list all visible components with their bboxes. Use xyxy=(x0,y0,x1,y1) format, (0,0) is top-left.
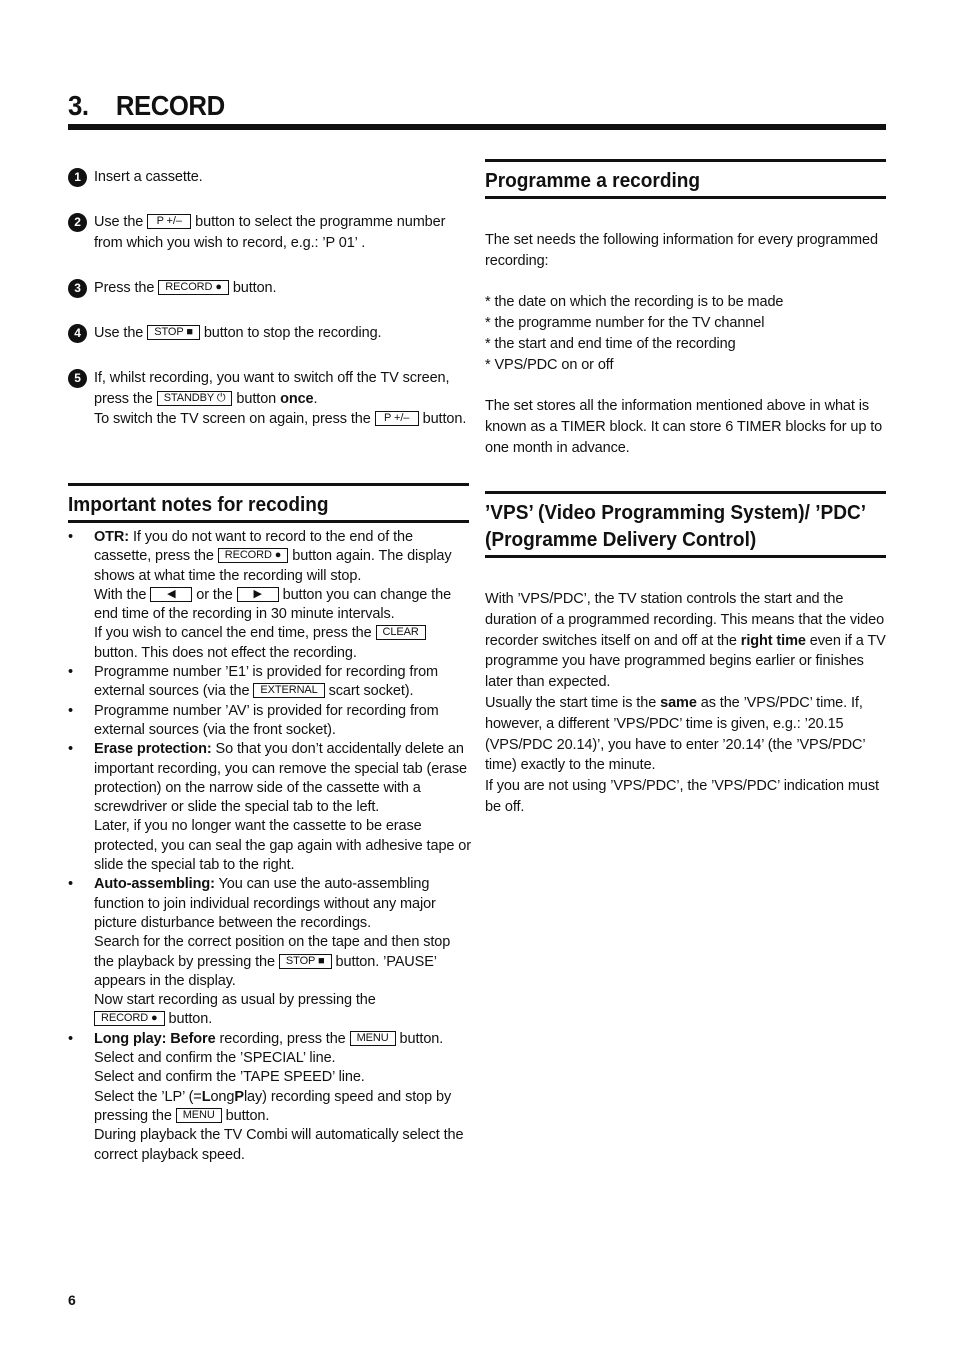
note-text: scart socket). xyxy=(328,683,414,700)
notes-list xyxy=(68,528,472,1165)
list-item: • Programme number ’E1’ is provided for recording from external sources (via the EXTERNAL scart socket). xyxy=(68,664,439,700)
note-text: If you wish to cancel the end time, press the xyxy=(94,625,372,642)
note-emphasis: L xyxy=(201,1088,211,1105)
note-text: Programme number ’AV’ is provided for recording from external sources (via the front socket). xyxy=(94,702,439,738)
programme-bottom-rule xyxy=(485,196,886,199)
vps-heading-line-1: ’VPS’ (Video Programming System)/ ’PDC’ xyxy=(485,501,867,524)
programme-top-rule xyxy=(485,159,886,162)
vps-text: as the ’VPS/PDC’ time. If, however, a different ’VPS/PDC’ time is given, e.g.: ’20.15 (VPS/PDC 20.14)’, you have to enter ’20.14’ (the ’VPS/PDC’ time) exactly to the minute. xyxy=(485,694,865,774)
note-label: OTR: xyxy=(94,529,130,545)
programme-body xyxy=(485,230,886,459)
step-text: Press the xyxy=(94,280,155,296)
forward-arrow-key: ▶ xyxy=(237,587,279,602)
programme-intro: The set needs the following information for every programmed recording: xyxy=(485,232,878,269)
p-plus-minus-key: P +/– xyxy=(147,214,191,229)
list-item: • Long play: Before recording, press the MENU button. Select and confirm the ’SPECIAL’ line. Select and confirm the ’TAPE SPEED’ line. Select the ’LP’ (=LongPlay) recording speed and stop by pressing the MENU button. During playback the TV Combi will automatically select the correct playback speed. xyxy=(68,1030,464,1163)
step-text: button to stop the recording. xyxy=(203,325,382,341)
vps-emphasis: same xyxy=(660,694,697,711)
step-number-badge: 1 xyxy=(68,168,87,187)
note-text: Select the ’LP’ (= xyxy=(94,1088,202,1105)
note-text: Select and confirm the ’SPECIAL’ line. xyxy=(94,1050,336,1067)
note-text: Select and confirm the ’TAPE SPEED’ line. xyxy=(94,1069,365,1086)
note-text: button. This does not effect the recording. xyxy=(94,644,357,661)
step-text: Insert a cassette. xyxy=(94,169,203,185)
note-text: button again. The display shows at what time the recording will stop. xyxy=(94,548,452,584)
vps-text: even if a TV programme you have programmed begins earlier or finishes later than expected. xyxy=(485,632,886,691)
step-number-badge: 4 xyxy=(68,324,87,343)
list-item: • Programme number ’AV’ is provided for recording from external sources (via the front socket). xyxy=(68,702,439,738)
list-item: • Erase protection: So that you don’t accidentally delete an important recording, you can remove the special tab (erase protection) on the narrow side of the cassette with a screwdriver or slide the special tab to the left. Later, if you no longer want the cassette to be erase protected, you can seal the gap again with adhesive tape or slide the special tab to the right. xyxy=(68,741,471,874)
note-text: Now start recording as usual by pressing the xyxy=(94,992,376,1009)
note-text: recording, press the xyxy=(219,1030,346,1047)
step-text: . xyxy=(313,390,318,407)
note-text: button. ’PAUSE’ appears in the display. xyxy=(94,953,437,989)
step-1 xyxy=(68,167,470,188)
chapter-number: 3. xyxy=(68,90,89,121)
list-item: • Auto-assembling: You can use the auto-assembling function to join individual recordings without any major picture disturbance between the recordings. Search for the correct position on the tape and then stop the playback by pressing the STOP ■ button. ’PAUSE’ appears in the display. Now start recording as usual by pressing the RECORD ● button. xyxy=(68,876,451,1028)
note-emphasis: P xyxy=(234,1088,244,1105)
vps-paragraph-1 xyxy=(485,589,886,693)
vps-text: With ’VPS/PDC’, the TV station controls the start and the duration of a programmed recording. This means that the video recorder switches itself on and off at the xyxy=(485,591,885,649)
vps-heading-line-2: (Programme Delivery Control) xyxy=(485,528,757,551)
step-text: If, whilst recording, you want to switch off the TV screen, press the xyxy=(94,370,450,407)
vps-paragraph-3: If you are not using ’VPS/PDC’, the ’VPS/PDC’ indication must be off. xyxy=(485,778,879,815)
note-text: Programme number ’E1’ is provided for recording from external sources (via the xyxy=(94,664,439,700)
p-plus-minus-key: P +/– xyxy=(375,411,419,426)
notes-list-container xyxy=(68,528,472,1165)
vps-text: Usually the start time is the xyxy=(485,694,657,711)
programme-list-item: * VPS/PDC on or off xyxy=(485,356,614,373)
note-text: During playback the TV Combi will automatically select the correct playback speed. xyxy=(94,1127,464,1163)
record-key: RECORD ● xyxy=(218,548,289,563)
menu-key: MENU xyxy=(350,1031,396,1046)
note-label: Long play: Before xyxy=(94,1030,216,1047)
note-label: Auto-assembling: xyxy=(94,876,215,893)
note-text: ong xyxy=(210,1088,235,1105)
vps-top-rule xyxy=(485,491,886,494)
note-label: Erase protection: xyxy=(94,741,212,758)
note-text: button you can change the end time of the recording in 30 minute intervals. xyxy=(94,586,452,623)
programme-list-item: * the start and end time of the recording xyxy=(485,335,736,352)
record-key: RECORD ● xyxy=(158,280,229,295)
step-emphasis: once xyxy=(280,390,314,407)
vps-body xyxy=(485,589,886,818)
notes-top-rule xyxy=(68,483,469,486)
record-key: RECORD ● xyxy=(94,1011,165,1026)
rewind-arrow-key: ◀ xyxy=(150,587,192,602)
step-4 xyxy=(68,323,470,344)
vps-bottom-rule xyxy=(485,555,886,558)
external-key: EXTERNAL xyxy=(253,683,324,698)
note-text: So that you don’t accidentally delete an important recording, you can remove the special tab (erase protection) on the narrow side of the cassette with a screwdriver or slide the special tab to the left. xyxy=(94,741,468,816)
menu-key: MENU xyxy=(176,1108,222,1123)
step-5 xyxy=(68,368,470,430)
step-text: button. xyxy=(422,411,467,427)
step-text: Use the xyxy=(94,325,144,341)
programme-heading: Programme a recording xyxy=(485,169,701,192)
chapter-title xyxy=(68,90,225,122)
note-text: or the xyxy=(196,586,233,603)
list-item: • OTR: If you do not want to record to the end of the cassette, press the RECORD ● button again. The display shows at what time the recording will stop. With the ◀ or the ▶ button you can change the end time of the recording in 30 minute intervals. If you wish to cancel the end time, press the CLEAR button. This does not effect the recording. xyxy=(68,529,452,661)
step-number-badge: 2 xyxy=(68,213,87,232)
step-2 xyxy=(68,212,470,253)
note-text: lay) recording speed and stop by pressing the xyxy=(94,1088,452,1124)
note-text: button. xyxy=(225,1107,270,1124)
note-text: button. xyxy=(168,1011,213,1028)
note-text: You can use the auto-assembling function to join individual recordings without any major picture disturbance between the recordings. xyxy=(94,876,436,931)
step-text: button to select the programme number from which you wish to record, e.g.: ’P 01’ . xyxy=(94,214,446,251)
note-text: With the xyxy=(94,586,147,603)
stop-key: STOP ■ xyxy=(147,325,200,340)
note-text: Later, if you no longer want the cassette to be erase protected, you can seal the gap again with adhesive tape or slide the special tab to the right. xyxy=(94,818,471,874)
programme-list-item: * the programme number for the TV channel xyxy=(485,315,765,332)
note-text: Search for the correct position on the tape and then stop the playback by pressing the xyxy=(94,934,451,970)
vps-paragraph-2 xyxy=(485,693,886,776)
note-text: button. xyxy=(399,1030,444,1047)
step-number-badge: 5 xyxy=(68,369,87,388)
notes-heading: Important notes for recoding xyxy=(68,493,329,516)
step-text: button. xyxy=(232,280,277,296)
clear-key: CLEAR xyxy=(376,625,426,640)
note-text: If you do not want to record to the end of the cassette, press the xyxy=(94,529,413,565)
step-text: Use the xyxy=(94,214,144,230)
step-text: button xyxy=(236,390,277,407)
programme-outro: The set stores all the information mentioned above in what is known as a TIMER block. It can store 6 TIMER blocks for up to one month in advance. xyxy=(485,398,883,456)
vps-emphasis: right time xyxy=(740,632,806,649)
notes-bottom-rule xyxy=(68,520,469,523)
step-3 xyxy=(68,278,470,299)
stop-key: STOP ■ xyxy=(279,954,332,969)
step-number-badge: 3 xyxy=(68,279,87,298)
chapter-title-text: RECORD xyxy=(115,90,225,121)
standby-key: STANDBY ⏻ xyxy=(157,391,233,406)
title-rule xyxy=(68,124,886,130)
step-text: To switch the TV screen on again, press the xyxy=(94,411,371,427)
programme-list-item: * the date on which the recording is to be made xyxy=(485,294,784,311)
page-number: 6 xyxy=(68,1292,76,1308)
